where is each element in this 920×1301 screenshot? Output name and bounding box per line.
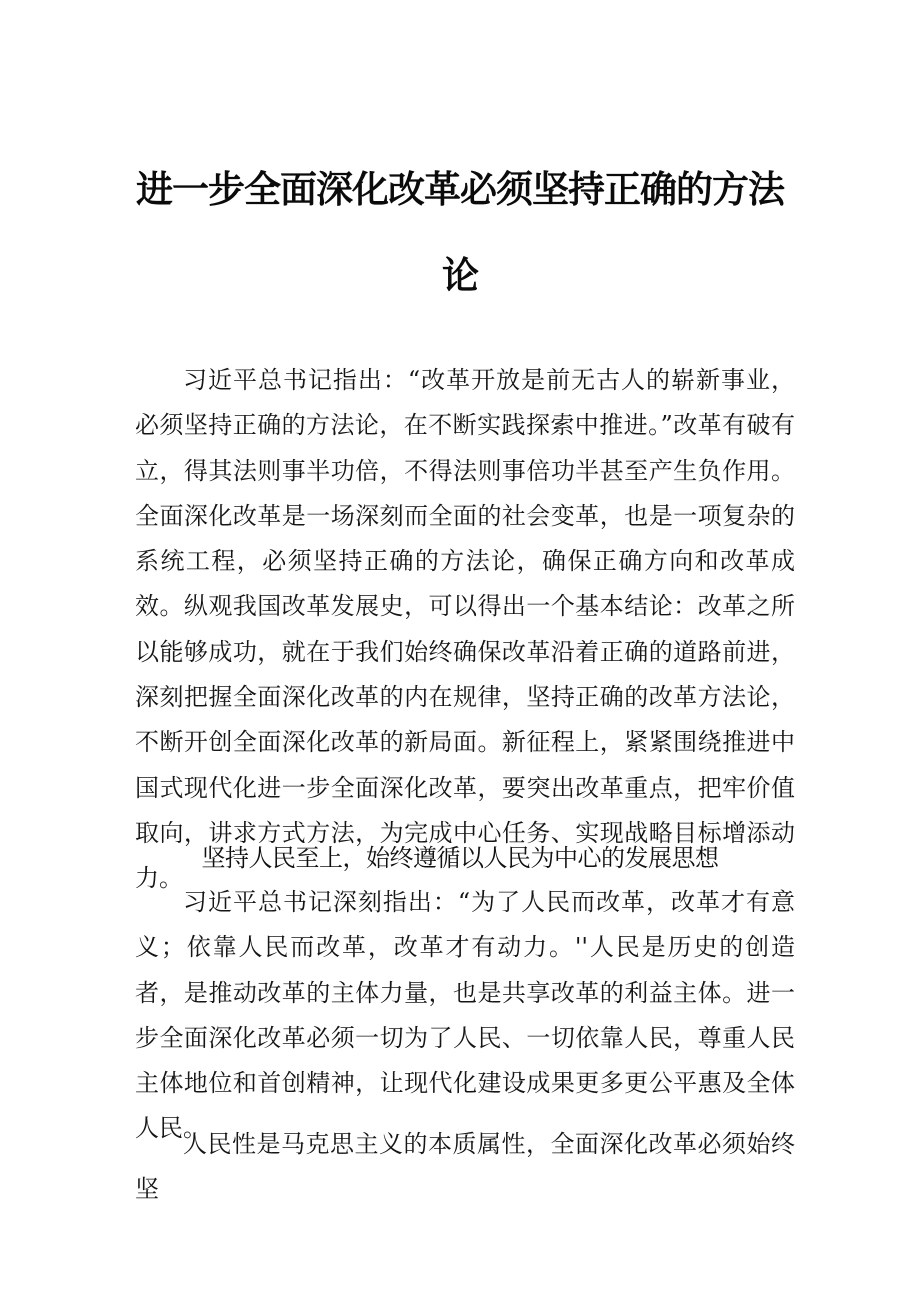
body-paragraph-1: 习近平总书记指出：“改革开放是前无古人的崭新事业，必须坚持正确的方法论，在不断实践探索中推进。”改革有破有立，得其法则事半功倍，不得法则事倍功半甚至产生负作用。全面深化改革是一场深刻而全面的社会变革，也是一项复杂的系统工程，必须坚持正确的方法论，确保正确方向和改革成效。纵观我国改革发展史，可以得出一个基本结论：改革之所以能够成功，就在于我们始终确保改革沿着正确的道路前进，深刻把握全面深化改革的内在规律，坚持正确的改革方法论，不断开创全面深化改革的新局面。新征程上，紧紧围绕推进中国式现代化进一步全面深化改革，要突出改革重点，把牢价值取向，讲求方式方法，为完成中心任务、实现战略目标增添动力。 [135,366,795,893]
body-paragraph-2: 习近平总书记深刻指出：“为了人民而改革，改革才有意义；依靠人民而改革，改革才有动力。''人民是历史的创造者，是推动改革的主体力量，也是共享改革的利益主体。进一步全面深化改革必须一切为了人民、一切依靠人民，尊重人民主体地位和首创精神，让现代化建设成果更多更公平惠及全体人民。 [135,888,795,1143]
section-heading-people-first: 坚持人民至上，始终遵循以人民为中心的发展思想 [201,844,719,872]
document-title-line-1: 进一步全面深化改革必须坚持正确的方法 [136,168,784,211]
document-title-line-2: 论 [442,254,478,297]
body-paragraph-3: 人民性是马克思主义的本质属性，全面深化改革必须始终坚 [135,1130,795,1204]
